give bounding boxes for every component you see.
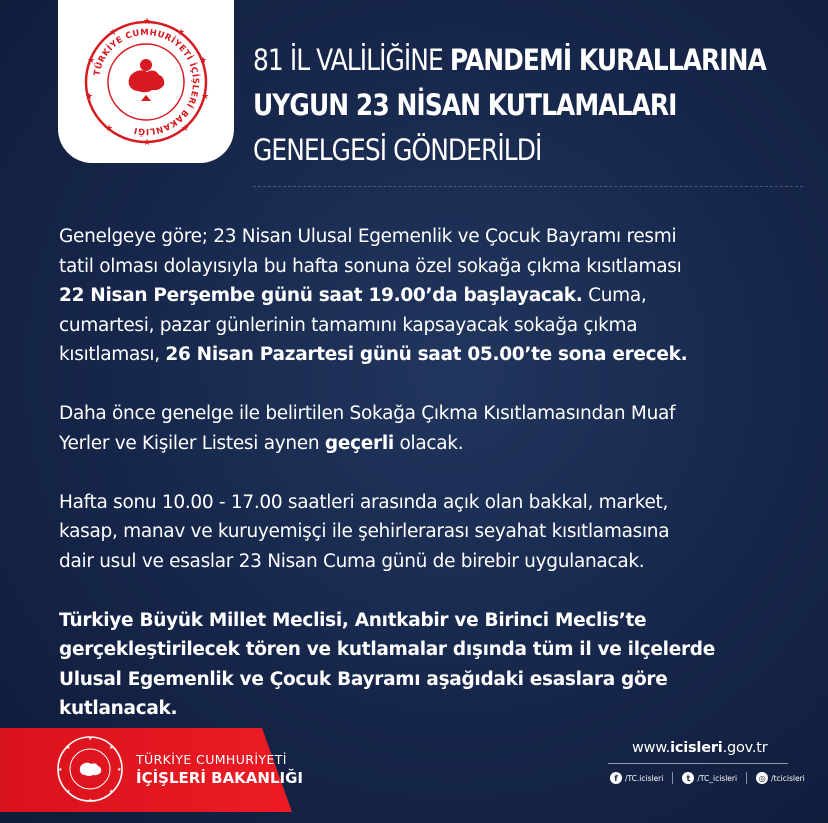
svg-text:★: ★ xyxy=(109,27,118,38)
website-link[interactable] xyxy=(632,740,782,756)
twitter-icon: t xyxy=(682,772,694,784)
svg-text:★: ★ xyxy=(143,137,152,148)
p1-line3-bold: 22 Nisan Perşembe günü saat 19.00’da başlayacak. xyxy=(59,285,583,306)
headline-line2: UYGUN 23 NİSAN KUTLAMALARI xyxy=(253,88,677,122)
headline-line3: GENELGESİ GÖNDERİLDİ xyxy=(253,133,542,167)
p1-line1: Genelgeye göre; 23 Nisan Ulusal Egemenlik ve Çocuk Bayramı resmi xyxy=(59,226,677,247)
p3-line2: kasap, manav ve kuruyemişçi ile şehirlerarası seyahat kısıtlamasına xyxy=(59,521,670,542)
footer-name-line2: İÇİŞLERİ BAKANLIĞI xyxy=(136,769,303,787)
article-body xyxy=(59,222,779,724)
ministry-seal-icon xyxy=(77,13,215,151)
instagram-handle: /tcicisleri xyxy=(771,773,805,783)
headline xyxy=(253,38,766,173)
svg-text:★: ★ xyxy=(105,123,114,134)
website-bold: icisleri xyxy=(670,740,723,756)
paragraph-4 xyxy=(59,606,779,724)
website-prefix: www. xyxy=(632,740,671,756)
p1-line2: tatil olması dolayısıyla bu hafta sonuna özel sokağa çıkma kısıtlaması xyxy=(59,255,682,277)
svg-text:★: ★ xyxy=(201,91,210,102)
svg-text:★: ★ xyxy=(66,745,71,751)
svg-text:★: ★ xyxy=(87,55,96,66)
headline-line1-bold: PANDEMİ KURALLARINA xyxy=(449,43,766,77)
svg-text:★: ★ xyxy=(117,767,122,773)
social-separator xyxy=(746,772,747,784)
social-facebook[interactable] xyxy=(610,772,682,784)
p3-line3: dair usul ve esaslar 23 Nisan Cuma günü de birebir uygulanacak. xyxy=(59,550,645,572)
p3-line1: Hafta sonu 10.00 - 17.00 saatleri arasında açık olan bakkal, market, xyxy=(59,491,669,513)
headline-divider xyxy=(253,186,803,187)
paragraph-3 xyxy=(59,488,779,577)
facebook-handle: /TC.icisleri xyxy=(625,773,664,783)
svg-text:★: ★ xyxy=(109,789,114,795)
p1-line4: cumartesi, pazar günlerinin tamamını kapsayacak sokağa çıkma xyxy=(59,314,638,336)
p1-line3-rest: Cuma, xyxy=(582,285,647,306)
svg-text:★: ★ xyxy=(143,16,152,27)
footer-seal-icon xyxy=(54,733,126,805)
twitter-handle: /TC_icisleri xyxy=(697,773,738,783)
footer-name-line1: TÜRKİYE CUMHURİYETİ xyxy=(136,752,287,767)
p4-line3: Ulusal Egemenlik ve Çocuk Bayramı aşağıdaki esaslara göre xyxy=(59,668,668,690)
svg-text:★: ★ xyxy=(88,798,93,804)
website-divider xyxy=(608,763,788,764)
social-links xyxy=(610,772,805,784)
p1-line5-pre: kısıtlaması, xyxy=(59,344,166,365)
p2-line2 xyxy=(59,429,779,459)
social-separator xyxy=(672,772,673,784)
p2-line2-pre: Yerler ve Kişiler Listesi aynen xyxy=(59,432,325,454)
svg-text:★: ★ xyxy=(66,789,71,795)
svg-text:★: ★ xyxy=(58,767,63,773)
svg-text:★: ★ xyxy=(88,736,93,742)
logo-card xyxy=(58,0,234,163)
social-instagram[interactable] xyxy=(756,772,805,784)
p2-line2-post: olacak. xyxy=(393,432,464,454)
p1-line5 xyxy=(59,340,779,370)
p1-line3 xyxy=(59,281,779,311)
paragraph-2 xyxy=(59,399,779,458)
svg-text:★: ★ xyxy=(109,745,114,751)
p1-line5-bold: 26 Nisan Pazartesi günü saat 05.00’te sona erecek. xyxy=(165,344,688,365)
svg-text:★: ★ xyxy=(181,123,190,134)
p4-line4: kutlanacak. xyxy=(59,698,178,719)
paragraph-1 xyxy=(59,222,779,370)
social-twitter[interactable] xyxy=(682,772,756,784)
website-suffix: .gov.tr xyxy=(722,740,768,756)
footer-ministry-name xyxy=(136,752,303,787)
svg-text:★: ★ xyxy=(177,27,186,38)
headline-line1-regular: 81 İL VALİLİĞİNE xyxy=(253,43,450,77)
p4-line1: Türkiye Büyük Millet Meclisi, Anıtkabir ve Birinci Meclis’te xyxy=(59,609,647,631)
p2-line1: Daha önce genelge ile belirtilen Sokağa Çıkma Kısıtlamasından Muaf xyxy=(59,403,676,424)
instagram-icon: ◎ xyxy=(756,772,768,784)
facebook-icon: f xyxy=(610,772,622,784)
p4-line2: gerçekleştirilecek tören ve kutlamalar dışında tüm il ve ilçelerde xyxy=(59,639,715,660)
svg-text:★: ★ xyxy=(85,91,94,102)
svg-text:★: ★ xyxy=(199,55,208,66)
svg-text:TÜRKİYE CUMHURİYETİ İÇİŞLERİ B: TÜRKİYE CUMHURİYETİ İÇİŞLERİ BAKANLIĞI xyxy=(92,27,201,136)
p2-line2-bold: geçerli xyxy=(324,432,394,454)
